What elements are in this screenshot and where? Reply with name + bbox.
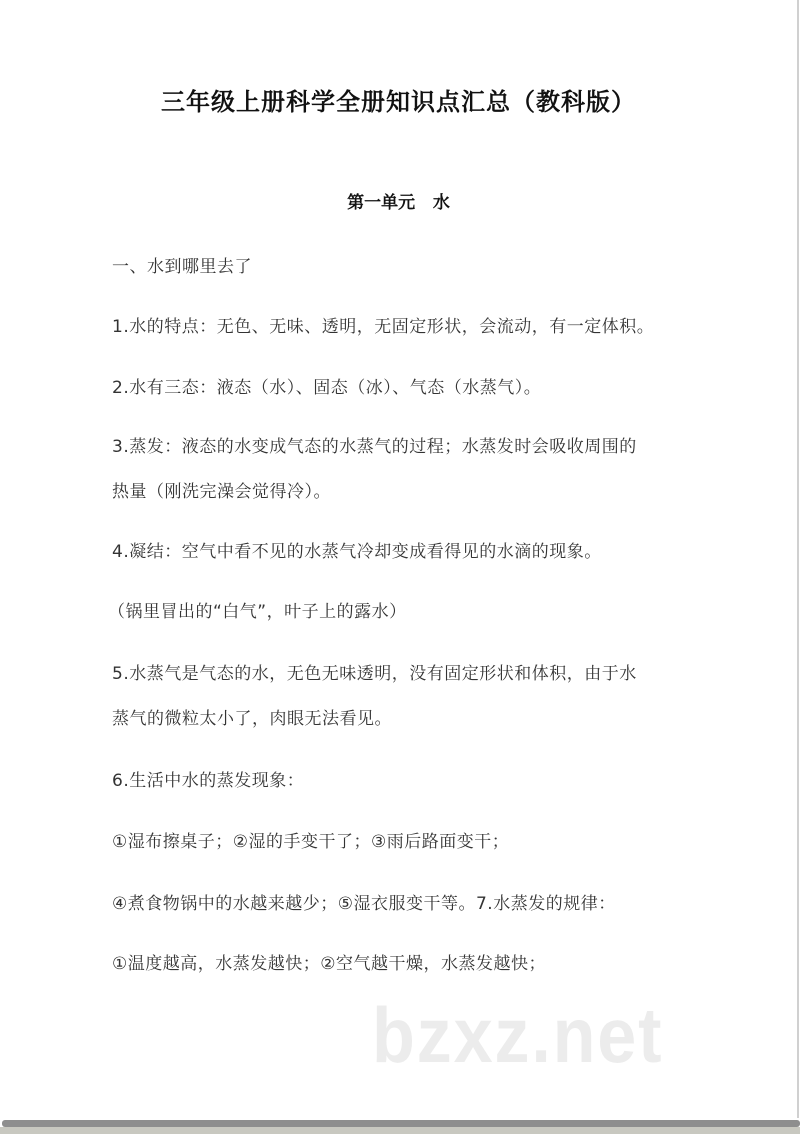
text-line: （锅里冒出的“白气”，叶子上的露水）: [108, 602, 407, 622]
text-line: 蒸气的微粒太小了，肉眼无法看见。: [112, 709, 392, 729]
text-line: 1.水的特点：无色、无味、透明，无固定形状，会流动，有一定体积。: [112, 317, 655, 337]
horizontal-scrollbar[interactable]: [2, 1120, 800, 1127]
text-line: ①温度越高，水蒸发越快；②空气越干燥，水蒸发越快；: [112, 954, 546, 974]
bottom-edge: [0, 1127, 800, 1134]
document-title: 三年级上册科学全册知识点汇总（教科版）: [161, 88, 636, 116]
text-line: ④煮食物锅中的水越来越少；⑤湿衣服变干等。7.水蒸发的规律：: [112, 894, 616, 914]
text-line: 2.水有三态：液态（水）、固态（冰）、气态（水蒸气）。: [112, 378, 542, 398]
text-line: 4.凝结：空气中看不见的水蒸气冷却变成看得见的水滴的现象。: [112, 542, 602, 562]
section-heading: 一、水到哪里去了: [112, 257, 252, 277]
unit-heading: 第一单元 水: [347, 193, 450, 213]
text-line: 3.蒸发：液态的水变成气态的水蒸气的过程；水蒸发时会吸收周围的: [112, 437, 637, 457]
text-line: 5.水蒸气是气态的水，无色无味透明，没有固定形状和体积，由于水: [112, 664, 637, 684]
text-line: 热量（刚洗完澡会觉得冷）。: [112, 482, 331, 502]
text-line: ①湿布擦桌子；②湿的手变干了；③雨后路面变干；: [112, 832, 510, 852]
watermark: bzxz.net: [372, 991, 664, 1079]
text-line: 6.生活中水的蒸发现象：: [112, 771, 305, 791]
